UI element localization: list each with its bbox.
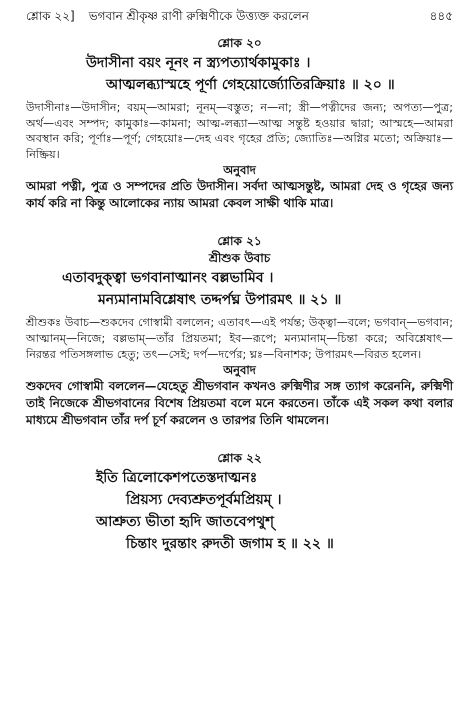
page-number: ৪৪৫ xyxy=(429,9,453,23)
verse-21-line-1: এতাবদুক্ত্বা ভগবানাত্মানং বল্লভামিব । xyxy=(62,270,274,287)
verse-22-line-1: ইতি ত্রিলোকেশপতেস্তদাত্মনঃ xyxy=(96,470,258,487)
verse-22-line-3: আশ্রুত্য ভীতা হৃদি জাতবেপথুশ্ xyxy=(96,514,274,531)
header-verse-ref: শ্লোক ২২] xyxy=(26,9,75,23)
spacer xyxy=(26,429,453,443)
verse-21-speaker: শ্রীশুক উবাচ xyxy=(208,251,271,266)
verse-20-translation-label: অনুবাদ xyxy=(223,163,256,178)
verse-20-line-2: আত্মলব্ধ্যাস্মহে পূর্ণা গেহয়োর্জ্যোতিরক্রিয়াঃ ॥ ২০ ॥ xyxy=(106,77,395,93)
verse-21-translation-label: অনুবাদ xyxy=(223,363,256,378)
verse-20-line-1: উদাসীনা বয়ং নূনং ন স্ত্র্যপত্যার্থকামুকাঃ । xyxy=(86,55,311,71)
header-left xyxy=(26,6,309,28)
verse-21-synonyms: শ্রীশুকঃ উবাচ—শুকদেব গোস্বামী বললেন; এতাবৎ—এই পর্যন্ত; উক্ত্বা—বলে; ভগবান্—ভগবান; আত্মানম্—নিজে; বল্লভাম্—তাঁর প্রিয়তমা; ইব—রূপে; মন্যমানাম্—চিন্তা করে; অবিশ্লেষাৎ—নিরন্তর পতিসঙ্গলাভ হেতু; তৎ—সেই; দর্প—দর্পের; ঘ্নঃ—বিনাশক; উপারমৎ—বিরত হলেন। xyxy=(26,316,453,361)
verse-22-line-4: চিন্তাং দুরন্তাং রুদতী জগাম হ ॥ ২২ ॥ xyxy=(126,536,334,553)
verse-22-line-2: প্রিয়স্য দেব্যশ্রুতপূর্বমপ্রিয়ম্ । xyxy=(126,492,282,509)
verse-22-title: শ্লোক ২২ xyxy=(217,451,262,466)
verse-20-synonyms: উদাসীনাঃ—উদাসীন; বয়ম্—আমরা; নূনম্—বস্তুত; ন—না; স্ত্রী—পত্নীদের জন্য; অপত্য—পুত্র; অর্থ—এবং সম্পদ; কামুকাঃ—কামনা; আত্ম-লব্ধ্যা—আত্ম সন্তুষ্ট হওয়ার দ্বারা; আস্মহে—আমরা অবস্থান করি; পূর্ণাঃ—পূর্ণ; গেহয়োঃ—দেহ এবং গৃহের প্রতি; জ্যোতিঃ—অগ্নির মতো; অক্রিয়াঃ—নিষ্ক্রিয়। xyxy=(26,101,453,161)
running-header xyxy=(26,6,453,28)
header-chapter-title: ভগবান শ্রীকৃষ্ণ রাণী রুক্মিণীকে উত্ত্যক্ত করলেন xyxy=(88,9,309,23)
verse-20-title: শ্লোক ২০ xyxy=(217,36,262,50)
spacer xyxy=(26,212,453,226)
verse-21-line-2: মন্যমানামবিশ্লেষাৎ তদ্দর্পঘ্ন উপারমৎ ॥ ২১ ॥ xyxy=(98,292,342,309)
verse-21-title: শ্লোক ২১ xyxy=(217,234,262,249)
verse-20-translation: আমরা পত্নী, পুত্র ও সম্পদের প্রতি উদাসীন। সর্বদা আত্মসন্তুষ্ট, আমরা দেহ ও গৃহের জন্য কার্য করি না কিন্তু আলোকের ন্যায় আমরা কেবল সাক্ষী থাকি মাত্র। xyxy=(26,179,453,211)
verse-21-translation: শুকদেব গোস্বামী বললেন—যেহেতু শ্রীভগবান কখনও রুক্মিণীর সঙ্গ ত্যাগ করেননি, রুক্মিণী তাই নিজেকে শ্রীভগবানের বিশেষ প্রিয়তমা বলে মনে করতেন। তাঁকে এই সকল কথা বলার মাধ্যমে শ্রীভগবান তাঁর দর্প চূর্ণ করলেন ও তারপর তিনি থামলেন। xyxy=(26,379,453,428)
